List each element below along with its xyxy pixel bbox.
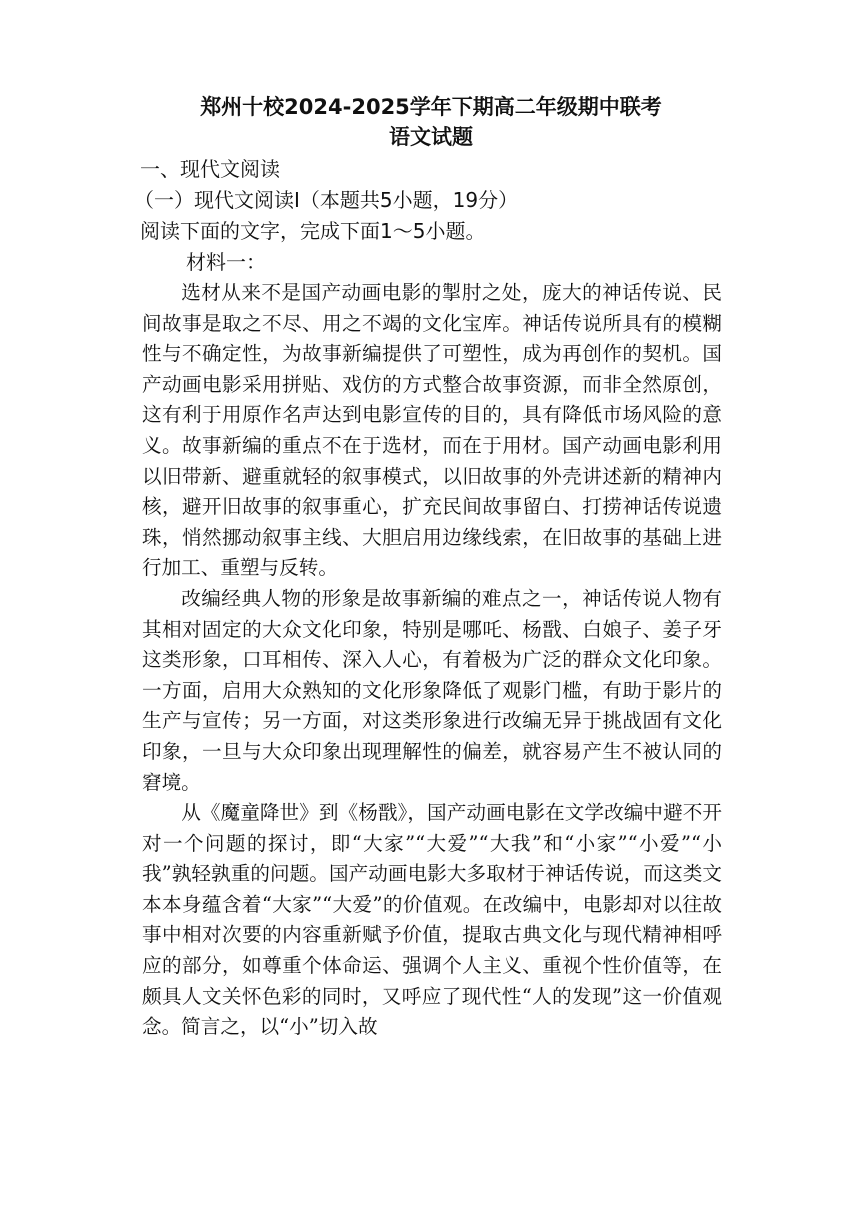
exam-subtitle: 语文试题 bbox=[389, 125, 473, 149]
paragraph-3: 从《魔童降世》到《杨戬》，国产动画电影在文学改编中避不开对一个问题的探讨，即“大家”“大爱”“大我”和“小家”“小爱”“小我”孰轻孰重的问题。国产动画电影大多取材于神话传说，而这类文本本身蕴含着“大家”“大爱”的价值观。在改编中，电影却对以往故事中相对次要的内容重新赋予价值，提取古典文化与现代精神相呼应的部分，如尊重个体命运、强调个人主义、重视个性价值等，在颇具人文关怀色彩的同时，又呼应了现代性“人的发现”这一价值观念。简言之，以“小”切入故 bbox=[142, 801, 722, 1039]
paragraph-2: 改编经典人物的形象是故事新编的难点之一，神话传说人物有其相对固定的大众文化印象，特别是哪吒、杨戬、白娘子、姜子牙这类形象，口耳相传、深入人心，有着极为广泛的群众文化印象。一方面，启用大众熟知的文化形象降低了观影门槛，有助于影片的生产与宣传；另一方面，对这类形象进行改编无异于挑战固有文化印象，一旦与大众印象出现理解性的偏差，就容易产生不被认同的窘境。 bbox=[142, 586, 722, 794]
material-label: 材料一： bbox=[186, 250, 266, 274]
subsection-heading: （一）现代文阅读Ⅰ（本题共5小题，19分） bbox=[134, 188, 519, 212]
reading-instruction: 阅读下面的文字，完成下面1～5小题。 bbox=[140, 219, 486, 243]
exam-title: 郑州十校2024-2025学年下期高二年级期中联考 bbox=[200, 95, 662, 119]
exam-page bbox=[134, 92, 722, 1043]
paragraph-1: 选材从来不是国产动画电影的掣肘之处，庞大的神话传说、民间故事是取之不尽、用之不竭的文化宝库。神话传说所具有的模糊性与不确定性，为故事新编提供了可塑性，成为再创作的契机。国产动画电影采用拼贴、戏仿的方式整合故事资源，而非全然原创，这有利于用原作名声达到电影宣传的目的，具有降低市场风险的意义。故事新编的重点不在于选材，而在于用材。国产动画电影利用以旧带新、避重就轻的叙事模式，以旧故事的外壳讲述新的精神内核，避开旧故事的叙事重心，扩充民间故事留白、打捞神话传说遗珠，悄然挪动叙事主线、大胆启用边缘线索，在旧故事的基础上进行加工、重塑与反转。 bbox=[142, 281, 722, 580]
section-heading: 一、现代文阅读 bbox=[140, 157, 280, 181]
